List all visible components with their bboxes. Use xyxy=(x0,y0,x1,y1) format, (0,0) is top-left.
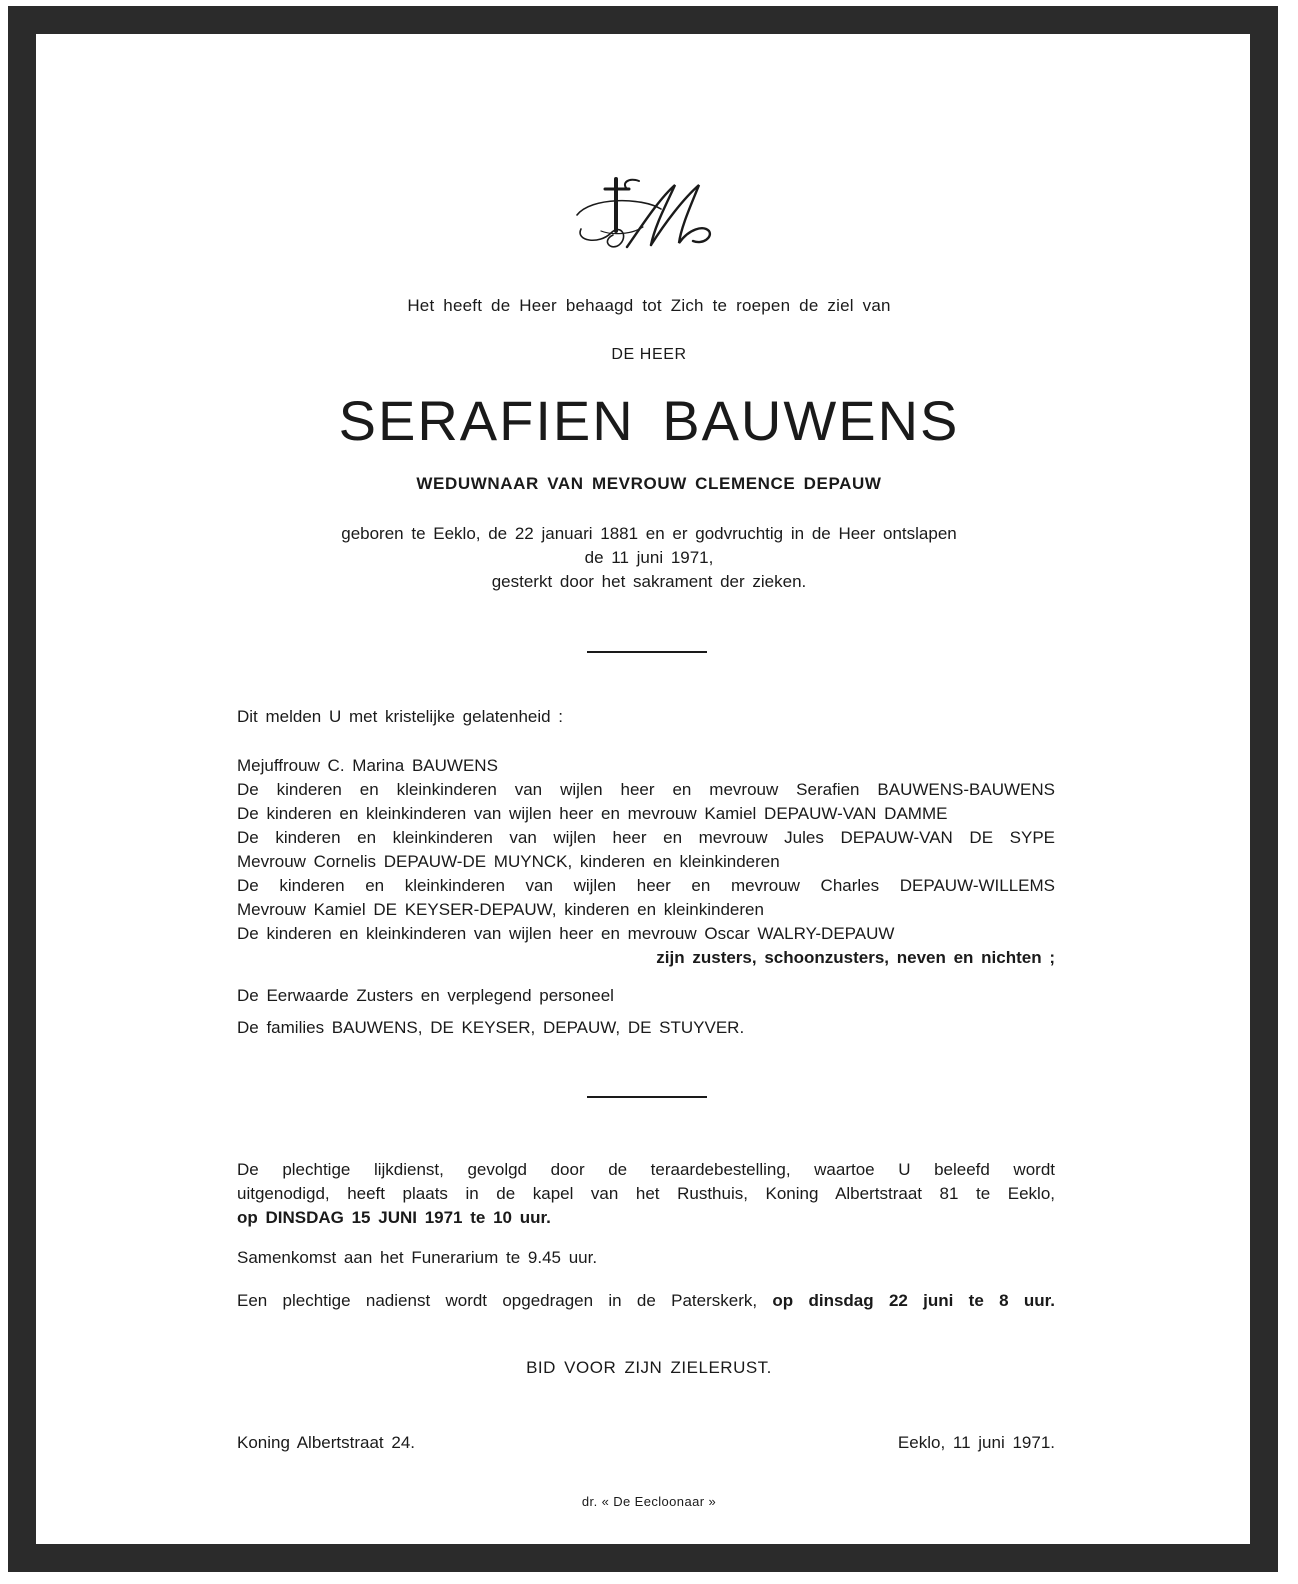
home-address: Koning Albertstraat 24. xyxy=(237,1433,416,1452)
honorific: DE HEER xyxy=(611,346,687,363)
memorial-text: Een plechtige nadienst wordt opgedragen in de Paterskerk, xyxy=(237,1291,758,1310)
cross-monogram-icon xyxy=(571,175,721,265)
sisters-line: De Eerwaarde Zusters en verplegend personeel xyxy=(237,986,614,1005)
mourner-line: De kinderen en kleinkinderen van wijlen heer en mevrouw Oscar WALRY-DEPAUW xyxy=(237,924,895,943)
service-line: De plechtige lijkdienst, gevolgd door de teraardebestelling, waartoe U beleefd wordt xyxy=(237,1160,1055,1179)
divider-rule xyxy=(587,1096,707,1098)
mourners-list xyxy=(237,754,1055,970)
mourner-line: Mejuffrouw C. Marina BAUWENS xyxy=(237,756,498,775)
mourner-line: Mevrouw Cornelis DEPAUW-DE MUYNCK, kinderen en kleinkinderen xyxy=(237,852,780,871)
printer-credit: dr. « De Eecloonaar » xyxy=(581,1494,717,1509)
widow-line: WEDUWNAAR VAN MEVROUW CLEMENCE DEPAUW xyxy=(416,474,882,493)
death-date-line: de 11 juni 1971, xyxy=(584,548,714,567)
mourner-line: De kinderen en kleinkinderen van wijlen heer en mevrouw Jules DEPAUW-VAN DE SYPE xyxy=(237,828,1055,847)
mourner-line: De kinderen en kleinkinderen van wijlen heer en mevrouw Serafien BAUWENS-BAUWENS xyxy=(237,780,1055,799)
service-date: op DINSDAG 15 JUNI 1971 te 10 uur. xyxy=(237,1208,551,1227)
service-details xyxy=(237,1158,1055,1230)
announcement: Dit melden U met kristelijke gelatenheid : xyxy=(237,707,564,726)
divider-rule xyxy=(587,651,707,653)
mourner-line: De kinderen en kleinkinderen van wijlen heer en mevrouw Charles DEPAUW-WILLEMS xyxy=(237,876,1055,895)
service-line: uitgenodigd, heeft plaats in de kapel van het Rusthuis, Koning Albertstraat 81 te Eeklo, xyxy=(237,1184,1055,1203)
memorial-line xyxy=(237,1289,1055,1313)
families-line: De families BAUWENS, DE KEYSER, DEPAUW, DE STUYVER. xyxy=(237,1018,745,1037)
gathering-line: Samenkomst aan het Funerarium te 9.45 uur. xyxy=(237,1248,598,1267)
birth-death-details xyxy=(0,522,1298,594)
mourner-line: De kinderen en kleinkinderen van wijlen heer en mevrouw Kamiel DEPAUW-VAN DAMME xyxy=(237,804,948,823)
prayer-line: BID VOOR ZIJN ZIELERUST. xyxy=(526,1358,772,1377)
intro-text: Het heeft de Heer behaagd tot Zich te roepen de ziel van xyxy=(407,296,891,315)
sacrament-line: gesterkt door het sakrament der zieken. xyxy=(491,572,807,591)
memorial-date: op dinsdag 22 juni te 8 uur. xyxy=(772,1291,1055,1310)
deceased-name: SERAFIEN BAUWENS xyxy=(338,389,960,452)
closing-row xyxy=(237,1431,1055,1455)
mourner-line: Mevrouw Kamiel DE KEYSER-DEPAUW, kinderen en kleinkinderen xyxy=(237,900,764,919)
relations-line: zijn zusters, schoonzusters, neven en nichten ; xyxy=(656,948,1055,967)
place-date: Eeklo, 11 juni 1971. xyxy=(897,1433,1055,1452)
birth-line: geboren te Eeklo, de 22 januari 1881 en er godvruchtig in de Heer ontslapen xyxy=(341,524,957,543)
